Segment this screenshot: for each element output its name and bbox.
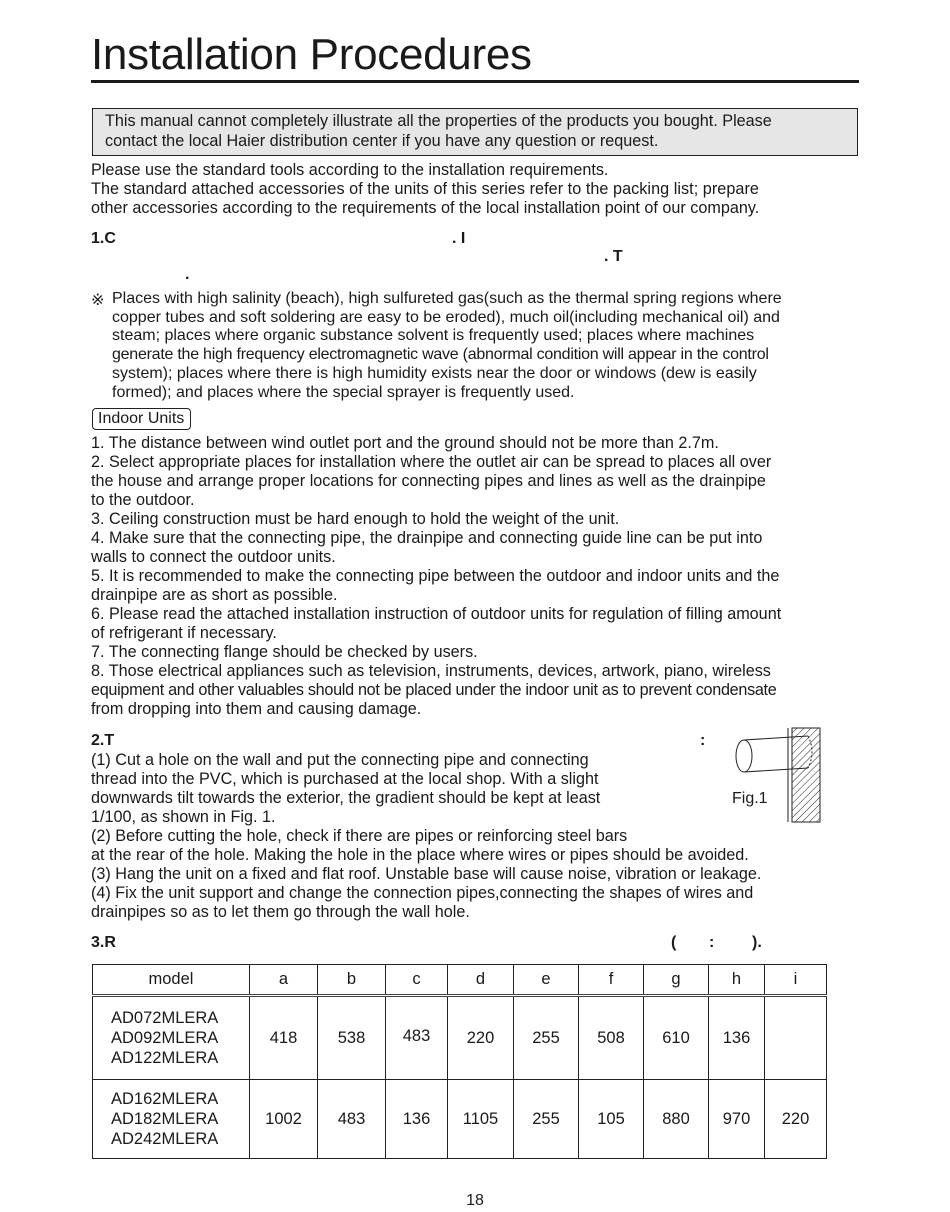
- dimension-table: [92, 964, 827, 1159]
- caution-line: Places with high salinity (beach), high sulfureted gas(such as the thermal spring regions where: [112, 290, 782, 307]
- table-header-row: [93, 965, 827, 996]
- title-rule: [91, 80, 859, 83]
- model-name: AD242MLERA: [111, 1130, 219, 1148]
- section1-heading-fragment: . T: [604, 248, 623, 265]
- list-item: 3. Ceiling construction must be hard enough to hold the weight of the unit.: [91, 510, 620, 528]
- model-name: AD122MLERA: [111, 1049, 219, 1067]
- section2-line: drainpipes so as to let them go through the wall hole.: [91, 903, 470, 921]
- indoor-units-list: [91, 434, 859, 719]
- table-cell: 136: [386, 1080, 448, 1159]
- table-cell: 220: [448, 996, 514, 1080]
- column-header: a: [250, 965, 318, 996]
- caution-line: system); places where there is high humidity exists near the door or windows (dew is easily: [112, 364, 757, 382]
- table-cell: 105: [579, 1080, 644, 1159]
- table-cell: [765, 996, 827, 1080]
- section2-line: at the rear of the hole. Making the hole in the place where wires or pipes should be avoided.: [91, 846, 749, 864]
- list-item: 7. The connecting flange should be checked by users.: [91, 643, 478, 661]
- list-item: 1. The distance between wind outlet port and the ground should not be more than 2.7m.: [91, 434, 719, 452]
- notice-line: contact the local Haier distribution center if you have any question or request.: [105, 132, 659, 150]
- section2-line: (4) Fix the unit support and change the connection pipes,connecting the shapes of wires and: [91, 884, 754, 902]
- section2-line: (3) Hang the unit on a fixed and flat roof. Unstable base will cause noise, vibration or leakage.: [91, 865, 762, 883]
- list-item: equipment and other valuables should not be placed under the indoor unit as to prevent condensate: [91, 681, 777, 699]
- section3-heading-fragment: :: [709, 934, 715, 951]
- table-cell: 136: [709, 996, 765, 1080]
- model-name: AD162MLERA: [111, 1090, 219, 1108]
- column-header: f: [579, 965, 644, 996]
- list-item: 5. It is recommended to make the connecting pipe between the outdoor and indoor units and the: [91, 567, 780, 585]
- model-cell: [93, 1080, 250, 1159]
- table-cell: 508: [579, 996, 644, 1080]
- table-cell: 880: [644, 1080, 709, 1159]
- table-cell: 255: [514, 996, 579, 1080]
- indoor-units-tag: Indoor Units: [92, 408, 191, 430]
- reference-mark-icon: ※: [91, 292, 105, 309]
- section2-line: (1) Cut a hole on the wall and put the connecting pipe and connecting: [91, 751, 589, 769]
- figure-caption: Fig.1: [732, 790, 768, 807]
- column-header: g: [644, 965, 709, 996]
- column-header: c: [386, 965, 448, 996]
- list-item: 4. Make sure that the connecting pipe, the drainpipe and connecting guide line can be put into: [91, 529, 763, 547]
- list-item: drainpipe are as short as possible.: [91, 586, 338, 604]
- list-item: of refrigerant if necessary.: [91, 624, 277, 642]
- table-row: [93, 1080, 827, 1159]
- intro-text: [91, 161, 859, 218]
- section2-line: downwards tilt towards the exterior, the gradient should be kept at least: [91, 789, 601, 807]
- page-title: Installation Procedures: [91, 30, 532, 79]
- section2-heading-fragment: :: [700, 732, 706, 749]
- list-item: 8. Those electrical appliances such as television, instruments, devices, artwork, piano, wireless: [91, 662, 771, 680]
- section3-heading-fragment: ).: [752, 934, 762, 951]
- table-cell: 220: [765, 1080, 827, 1159]
- column-header: model: [93, 965, 250, 996]
- column-header: i: [765, 965, 827, 996]
- section2-line: 1/100, as shown in Fig. 1.: [91, 808, 276, 826]
- section1-heading-fragment: . I: [452, 230, 466, 247]
- section3-heading-start: 3.R: [91, 934, 116, 951]
- table-cell: 255: [514, 1080, 579, 1159]
- caution-line: generate the high frequency electromagnetic wave (abnormal condition will appear in the control: [112, 346, 769, 364]
- column-header: b: [318, 965, 386, 996]
- model-name: AD092MLERA: [111, 1029, 219, 1047]
- table-cell: 1105: [448, 1080, 514, 1159]
- intro-line: Please use the standard tools according to the installation requirements.: [91, 161, 609, 179]
- table-cell: 483: [318, 1080, 386, 1159]
- notice-line: This manual cannot completely illustrate all the properties of the products you bought. Please: [105, 112, 772, 130]
- table-cell: 483: [386, 996, 448, 1080]
- table-cell: 1002: [250, 1080, 318, 1159]
- list-item: from dropping into them and causing damage.: [91, 700, 422, 718]
- notice-box: [92, 108, 858, 156]
- model-name: AD182MLERA: [111, 1110, 219, 1128]
- caution-line: copper tubes and soft soldering are easy to be eroded), much oil(including mechanical oil) and: [112, 308, 780, 326]
- section2-heading-start: 2.T: [91, 732, 115, 749]
- model-cell: [93, 996, 250, 1080]
- intro-line: other accessories according to the requirements of the local installation point of our company.: [91, 199, 760, 217]
- intro-line: The standard attached accessories of the units of this series refer to the packing list; prepare: [91, 180, 759, 198]
- column-header: d: [448, 965, 514, 996]
- table-cell: 538: [318, 996, 386, 1080]
- table-cell: 418: [250, 996, 318, 1080]
- caution-line: formed); and places where the special sprayer is frequently used.: [112, 383, 575, 401]
- list-item: to the outdoor.: [91, 491, 195, 509]
- column-header: e: [514, 965, 579, 996]
- table-cell: 970: [709, 1080, 765, 1159]
- list-item: walls to connect the outdoor units.: [91, 548, 336, 566]
- pipe-through-wall-figure: [730, 724, 830, 824]
- model-name: AD072MLERA: [111, 1009, 219, 1027]
- column-header: h: [709, 965, 765, 996]
- section1-heading-fragment: .: [185, 266, 190, 283]
- page-number: 18: [466, 1192, 484, 1209]
- list-item: 6. Please read the attached installation instruction of outdoor units for regulation of filling amount: [91, 605, 782, 623]
- table-row: [93, 996, 827, 1080]
- caution-line: steam; places where organic substance solvent is frequently used; places where machines: [112, 327, 755, 345]
- table-cell: 610: [644, 996, 709, 1080]
- section3-heading-fragment: (: [671, 934, 677, 951]
- list-item: the house and arrange proper locations for connecting pipes and lines as well as the drainpipe: [91, 472, 766, 490]
- caution-note: [112, 290, 858, 402]
- section1-heading-start: 1.C: [91, 230, 116, 247]
- section2-line: (2) Before cutting the hole, check if there are pipes or reinforcing steel bars: [91, 827, 628, 845]
- section2-line: thread into the PVC, which is purchased at the local shop. With a slight: [91, 770, 599, 788]
- list-item: 2. Select appropriate places for installation where the outlet air can be spread to places all over: [91, 453, 772, 471]
